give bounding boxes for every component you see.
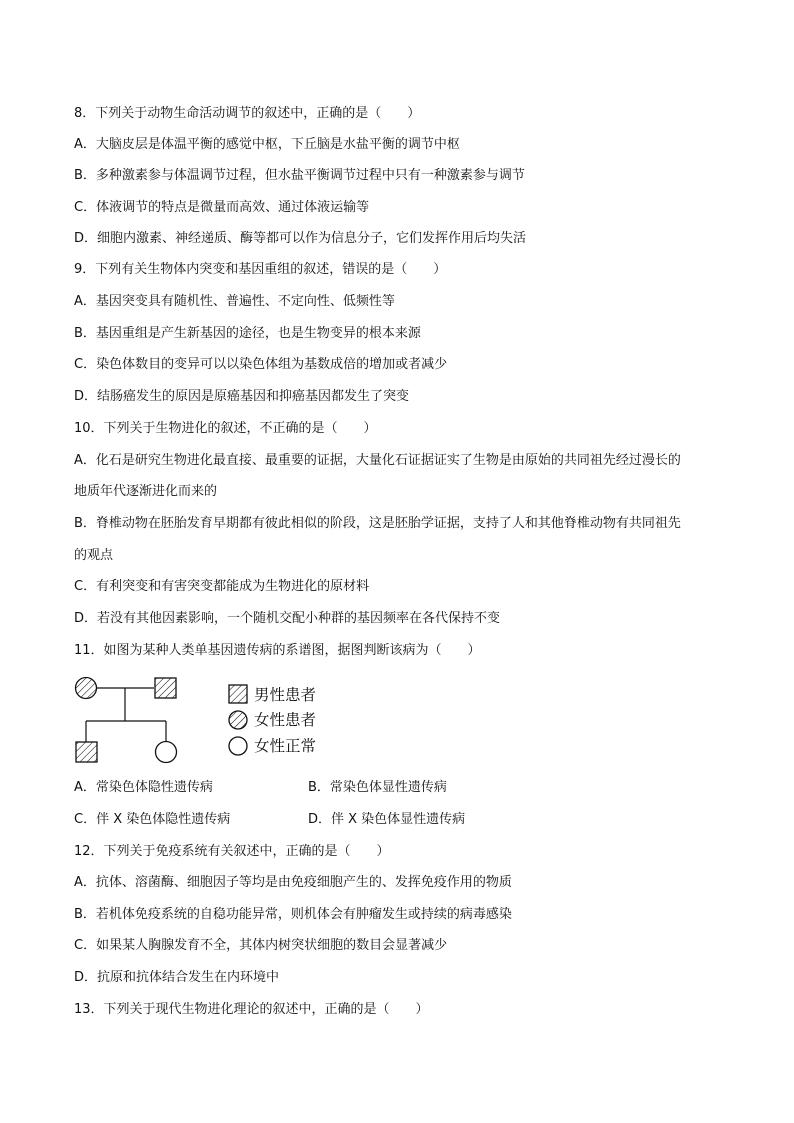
parent-affected-male-symbol [155,678,176,698]
question-8-option-d: D．细胞内激素、神经递质、酶等都可以作为信息分子，它们发挥作用后均失活 [74,231,527,246]
question-9-option-a: A．基因突变具有随机性、普遍性、不定向性、低频性等 [74,294,395,309]
question-8-option-b: B．多种激素参与体温调节过程，但水盐平衡调节过程中只有一种激素参与调节 [74,168,525,183]
question-9-option-d: D．结肠癌发生的原因是原癌基因和抑癌基因都发生了突变 [74,389,410,404]
question-10-option-b-line2: 的观点 [74,548,114,563]
question-8-option-a: A．大脑皮层是体温平衡的感觉中枢，下丘脑是水盐平衡的调节中枢 [74,137,460,152]
question-11-option-d: D．伴 X 染色体显性遗传病 [308,812,466,827]
question-9-stem: 9．下列有关生物体内突变和基因重组的叙述，错误的是（ ） [74,262,447,277]
legend-female-affected-symbol [229,711,247,729]
legend-male-affected-symbol [229,685,247,703]
question-10-option-d: D．若没有其他因素影响，一个随机交配小种群的基因频率在各代保持不变 [74,611,501,626]
question-13-stem: 13．下列关于现代生物进化理论的叙述中，正确的是（ ） [74,1002,429,1017]
question-11-option-b: B．常染色体显性遗传病 [308,780,447,795]
question-10-option-b-line1: B．脊椎动物在胚胎发育早期都有彼此相似的阶段，这是胚胎学证据，支持了人和其他脊椎动物有共同祖先 [74,516,681,531]
question-8-option-c: C．体液调节的特点是微量而高效、通过体液运输等 [74,200,370,215]
question-9-option-b: B．基因重组是产生新基因的途径，也是生物变异的根本来源 [74,326,421,341]
question-12-option-a: A．抗体、溶菌酶、细胞因子等均是由免疫细胞产生的、发挥免疫作用的物质 [74,875,512,890]
question-12-stem: 12．下列关于免疫系统有关叙述中，正确的是（ ） [74,844,390,859]
legend-female-normal-symbol [229,737,247,755]
question-10-stem: 10．下列关于生物进化的叙述，不正确的是（ ） [74,421,377,436]
question-11-option-c: C．伴 X 染色体隐性遗传病 [74,812,231,827]
question-8-stem: 8．下列关于动物生命活动调节的叙述中，正确的是（ ） [74,106,421,121]
question-12-option-d: D．抗原和抗体结合发生在内环境中 [74,970,280,985]
question-9-option-c: C．染色体数目的变异可以以染色体组为基数成倍的增加或者减少 [74,357,448,372]
question-11-stem: 11．如图为某种人类单基因遗传病的系谱图，据图判断该病为（ ） [74,643,481,658]
question-10-option-a-line2: 地质年代逐渐进化而来的 [74,484,218,499]
legend-female-normal-label: 女性正常 [254,737,317,755]
question-10-option-c: C．有利突变和有害突变都能成为生物进化的原材料 [74,579,370,594]
question-10-option-a-line1: A．化石是研究生物进化最直接、最重要的证据，大量化石证据证实了生物是由原始的共同祖先经过漫长的 [74,453,681,468]
child-normal-female-symbol [156,742,177,763]
legend-female-affected-label: 女性患者 [254,711,317,729]
question-12-option-b: B．若机体免疫系统的自稳功能异常，则机体会有肿瘤发生或持续的病毒感染 [74,907,512,922]
question-12-option-c: C．如果某人胸腺发育不全，其体内树突状细胞的数目会显著减少 [74,938,448,953]
legend-male-affected-label: 男性患者 [254,686,317,704]
child-affected-male-symbol [76,742,97,762]
question-11-option-a: A．常染色体隐性遗传病 [74,780,213,795]
parent-affected-female-symbol [76,678,97,699]
